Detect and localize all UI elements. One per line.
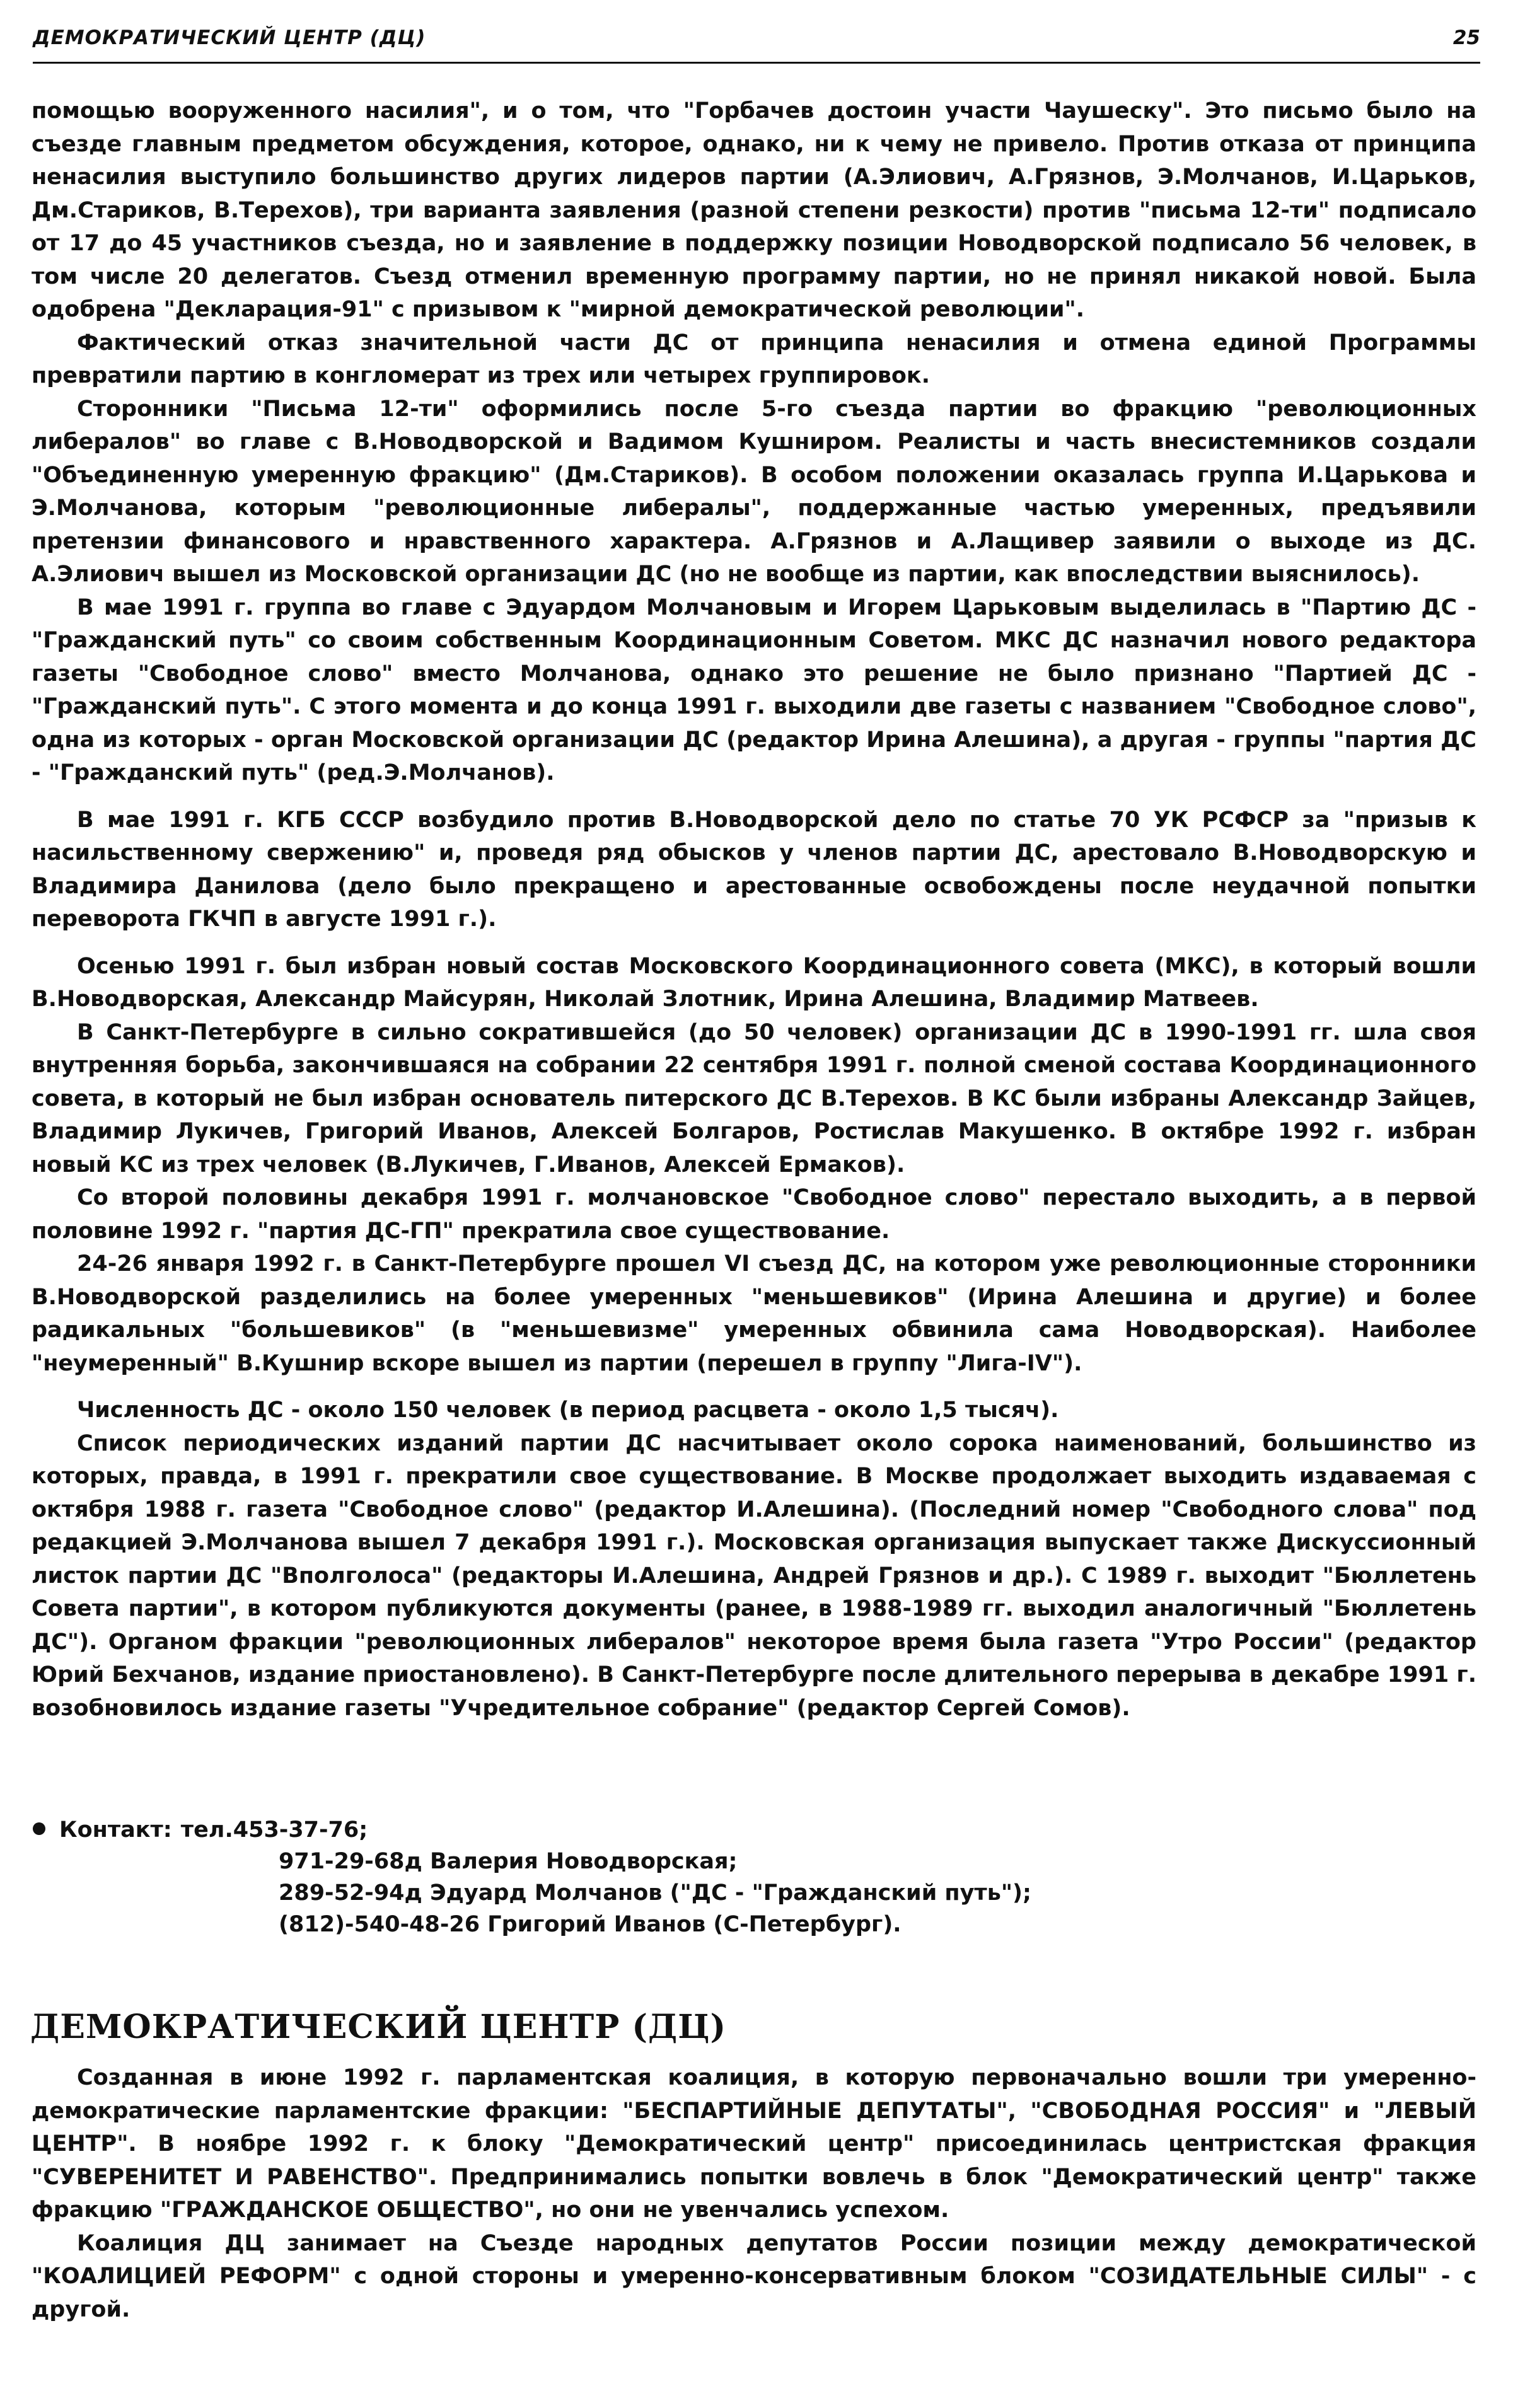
paragraph: Осенью 1991 г. был избран новый состав Московского Координационного совета (МКС), в который вошли В.Новодворская, Александр Майсурян, Николай Злотник, Ирина Алешина, Владимир Матвеев. xyxy=(32,953,1476,1012)
page-number: 25 xyxy=(1452,26,1480,49)
paragraph: Фактический отказ значительной части ДС от принципа ненасилия и отмена единой Программы превратили партию в конгломерат из трех или четырех группировок. xyxy=(32,330,1476,388)
paragraph: Сторонники "Письма 12-ти" оформились после 5-го съезда партии во фракцию "революционных либералов" во главе с В.Новодворской и Вадимом Кушниром. Реалисты и часть внесистемников создали "Объединенную умеренную фракцию" (Дм.Стариков). В особом положении оказалась группа И.Царькова и Э.Молчанова, которым "революционные либералы", поддержанные частью умеренных, предъявили претензии финансового и нравственного характера. А.Грязнов и А.Лащивер заявили о выходе из ДС. А.Элиович вышел из Московской организации ДС (но не вообще из партии, как впоследствии выяснилось). xyxy=(32,396,1476,587)
paragraph: Список периодических изданий партии ДС насчитывает около сорока наименований, большинство из которых, правда, в 1991 г. прекратили свое существование. В Москве продолжает выходить издаваемая с октября 1988 г. газета "Свободное слово" (редактор И.Алешина). (Последний номер "Свободного слова" под редакцией Э.Молчанова вышел 7 декабря 1991 г.). Московская организация выпускает также Дискуссионный листок партии ДС "Вполголоса" (редакторы И.Алешина, Андрей Грязнов и др.). С 1989 г. выходит "Бюллетень Совета партии", в котором публикуются документы (ранее, в 1988-1989 гг. выходил аналогичный "Бюллетень ДС"). Органом фракции "революционных либералов" некоторое время была газета "Утро России" (редактор Юрий Бехчанов, издание приостановлено). В Санкт-Петербурге после длительного перерыва в декабре 1991 г. возобновилось издание газеты "Учредительное собрание" (редактор Сергей Сомов). xyxy=(32,1430,1476,1721)
paragraph: Коалиция ДЦ занимает на Съезде народных депутатов России позиции между демократической "КОАЛИЦИЕЙ РЕФОРМ" с одной стороны и умеренно-консервативным блоком "СОЗИДАТЕЛЬНЫЕ СИЛЫ" - с другой. xyxy=(32,2230,1476,2322)
paragraph: Созданная в июне 1992 г. парламентская коалиция, в которую первоначально вошли три умеренно-демократические парламентские фракции: "БЕСПАРТИЙНЫЕ ДЕПУТАТЫ", "СВОБОДНАЯ РОССИЯ" и "ЛЕВЫЙ ЦЕНТР". В ноябре 1992 г. к блоку "Демократический центр" присоединилась центристская фракция "СУВЕРЕНИТЕТ И РАВЕНСТВО". Предпринимались попытки вовлечь в блок "Демократический центр" также фракцию "ГРАЖДАНСКОЕ ОБЩЕСТВО", но они не увенчались успехом. xyxy=(32,2065,1476,2223)
contact-line: 971-29-68д Валерия Новодворская; xyxy=(279,1849,738,1874)
contact-block xyxy=(32,1814,1476,1940)
paragraph: Численность ДС - около 150 человек (в период расцвета - около 1,5 тысяч). xyxy=(77,1398,1059,1423)
contact-line xyxy=(32,1814,1476,1846)
contact-phone: тел.453-37-76; xyxy=(180,1817,368,1843)
running-header xyxy=(33,24,1480,64)
contact-label: Контакт: xyxy=(59,1817,172,1843)
paragraph: 24-26 января 1992 г. в Санкт-Петербурге прошел VI съезд ДС, на котором уже революционные сторонники В.Новодворской разделились на более умеренных "меньшевиков" (Ирина Алешина и другие) и более радикальных "большевиков" (в "меньшевизме" умеренных обвинила сама Новодворская). Наиболее "неумеренный" В.Кушнир вскоре вышел из партии (перешел в группу "Лига-IV"). xyxy=(32,1251,1476,1376)
contact-line: 289-52-94д Эдуард Молчанов ("ДС - "Гражданский путь"); xyxy=(279,1880,1032,1906)
paragraph: В Санкт-Петербурге в сильно сократившейся (до 50 человек) организации ДС в 1990-1991 гг. шла своя внутренняя борьба, закончившаяся на собрании 22 сентября 1991 г. полной сменой состава Координационного совета, в который не был избран основатель питерского ДС В.Терехов. В КС были избраны Александр Зайцев, Владимир Лукичев, Григорий Иванов, Алексей Болгаров, Ростислав Макушенко. В октябре 1992 г. избран новый КС из трех человек (В.Лукичев, Г.Иванов, Алексей Ермаков). xyxy=(32,1019,1476,1178)
contact-line: (812)-540-48-26 Григорий Иванов (С-Петербург). xyxy=(279,1912,901,1937)
section-heading: ДЕМОКРАТИЧЕСКИЙ ЦЕНТР (ДЦ) xyxy=(30,2008,727,2046)
paragraph: Со второй половины декабря 1991 г. молчановское "Свободное слово" перестало выходить, а в первой половине 1992 г. "партия ДС-ГП" прекратила свое существование. xyxy=(32,1185,1476,1244)
running-title: ДЕМОКРАТИЧЕСКИЙ ЦЕНТР (ДЦ) xyxy=(33,26,426,49)
section-text xyxy=(32,2061,1476,2326)
paragraph: В мае 1991 г. КГБ СССР возбудило против В.Новодворской дело по статье 70 УК РСФСР за "призыв к насильственному свержению" и, проведя ряд обысков у членов партии ДС, арестовало В.Новодворскую и Владимира Данилова (дело было прекращено и арестованные освобождены после неудачной попытки переворота ГКЧП в августе 1991 г.). xyxy=(32,807,1476,932)
body-text xyxy=(32,95,1476,1725)
bullet-icon xyxy=(33,1822,45,1835)
paragraph: помощью вооруженного насилия", и о том, что "Горбачев достоин участи Чаушеску". Это письмо было на съезде главным предметом обсуждения, которое, однако, ни к чему не привело. Против отказа от принципа ненасилия выступило большинство других лидеров партии (А.Элиович, А.Грязнов, Э.Молчанов, И.Царьков, Дм.Стариков, В.Терехов), три варианта заявления (разной степени резкости) против "письма 12-ти" подписало от 17 до 45 участников съезда, но и заявление в поддержку позиции Новодворской подписало 56 человек, в том числе 20 делегатов. Съезд отменил временную программу партии, но не принял никакой новой. Была одобрена "Декларация-91" с призывом к "мирной демократической революции". xyxy=(32,98,1476,322)
paragraph: В мае 1991 г. группа во главе с Эдуардом Молчановым и Игорем Царьковым выделилась в "Партию ДС - "Гражданский путь" со своим собственным Координационным Советом. МКС ДС назначил нового редактора газеты "Свободное слово" вместо Молчанова, однако это решение не было признано "Партией ДС - "Гражданский путь". С этого момента и до конца 1991 г. выходили две газеты с названием "Свободное слово", одна из которых - орган Московской организации ДС (редактор Ирина Алешина), а другая - группы "партия ДС - "Гражданский путь" (ред.Э.Молчанов). xyxy=(32,594,1476,785)
